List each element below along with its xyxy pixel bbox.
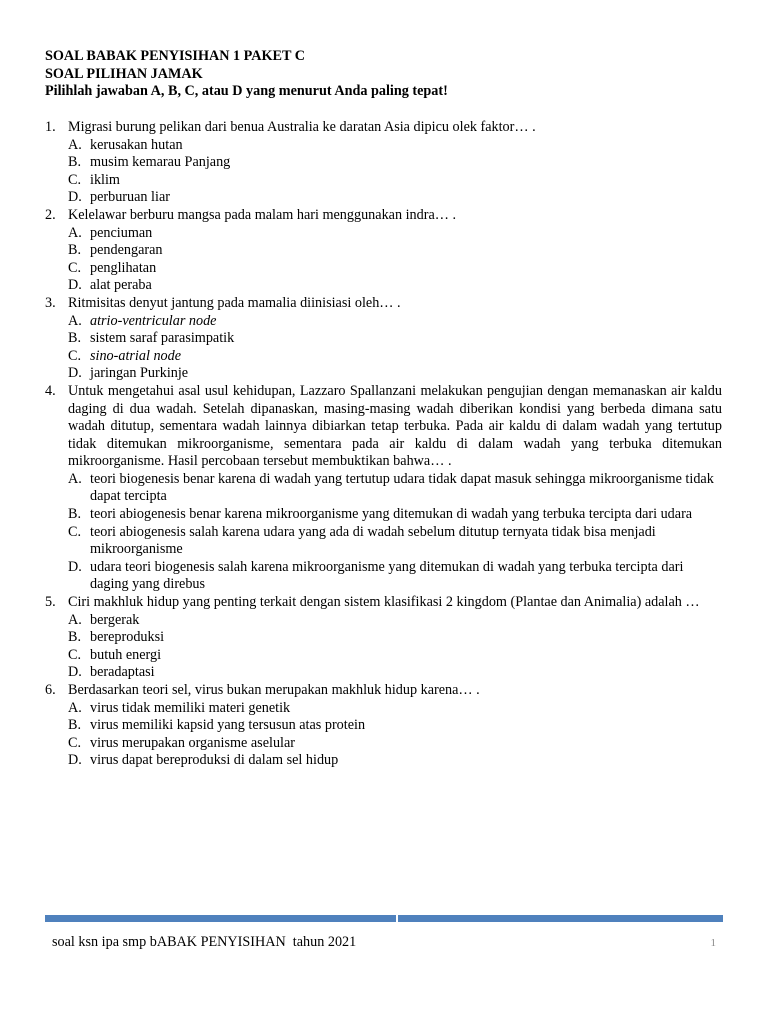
question-3 bbox=[45, 295, 722, 383]
option-b bbox=[68, 154, 722, 172]
document-subtitle: SOAL PILIHAN JAMAK bbox=[45, 65, 203, 82]
instructions: Pilihlah jawaban A, B, C, atau D yang menurut Anda paling tepat! bbox=[45, 83, 448, 100]
option-label: D. bbox=[68, 365, 82, 382]
option-text: sistem saraf parasimpatik bbox=[90, 330, 235, 347]
option-text: teori abiogenesis salah karena udara yang ada di wadah sebelum ditutup ternyata tidak bisa menjadi mikroorganisme bbox=[90, 523, 656, 558]
option-d bbox=[68, 365, 722, 383]
question-1 bbox=[45, 119, 722, 207]
option-b bbox=[68, 506, 722, 524]
footer-text: soal ksn ipa smp bABAK PENYISIHAN tahun 2021 bbox=[52, 934, 357, 950]
question-text: Kelelawar berburu mangsa pada malam hari menggunakan indra… . bbox=[68, 206, 457, 223]
option-list bbox=[68, 471, 722, 594]
document-header bbox=[45, 48, 725, 101]
option-label: D. bbox=[68, 664, 82, 681]
option-text: penglihatan bbox=[90, 259, 157, 276]
option-text: teori biogenesis benar karena di wadah yang tertutup udara tidak dapat masuk sehingga mikroorganisme tidak dapat tercipta bbox=[90, 470, 714, 505]
option-list bbox=[68, 313, 722, 383]
option-text: udara teori biogenesis salah karena mikroorganisme yang ditemukan di wadah yang terbuka tercipta dari daging yang direbus bbox=[90, 558, 684, 593]
option-label: A. bbox=[68, 312, 82, 329]
option-a bbox=[68, 137, 722, 155]
option-text: teori abiogenesis benar karena mikroorganisme yang ditemukan di wadah yang terbuka tercipta dari udara bbox=[90, 506, 693, 523]
option-text: pendengaran bbox=[90, 242, 163, 259]
option-text: virus dapat bereproduksi di dalam sel hidup bbox=[90, 752, 339, 769]
question-text: Migrasi burung pelikan dari benua Australia ke daratan Asia dipicu olek faktor… . bbox=[68, 119, 536, 135]
option-text: alat peraba bbox=[90, 277, 152, 294]
option-text: musim kemarau Panjang bbox=[90, 154, 231, 171]
option-label: D. bbox=[68, 558, 82, 575]
option-label: C. bbox=[68, 523, 82, 540]
option-label: D. bbox=[68, 752, 82, 769]
question-list bbox=[45, 119, 722, 770]
option-c bbox=[68, 260, 722, 278]
option-label: B. bbox=[68, 717, 82, 734]
document-title: SOAL BABAK PENYISIHAN 1 PAKET C bbox=[45, 48, 306, 64]
option-text: bergerak bbox=[90, 611, 140, 628]
option-b bbox=[68, 717, 722, 735]
option-c bbox=[68, 348, 722, 366]
question-number: 3. bbox=[45, 294, 56, 311]
option-text: iklim bbox=[90, 171, 120, 188]
question-2 bbox=[45, 207, 722, 295]
question-text: Ritmisitas denyut jantung pada mamalia diinisiasi oleh… . bbox=[68, 294, 401, 311]
option-d bbox=[68, 277, 722, 295]
option-label: C. bbox=[68, 347, 82, 364]
option-text: virus memiliki kapsid yang tersusun atas protein bbox=[90, 717, 366, 734]
option-label: A. bbox=[68, 224, 82, 241]
option-text: atrio-ventricular node bbox=[90, 312, 217, 329]
option-label: C. bbox=[68, 259, 82, 276]
option-text: penciuman bbox=[90, 224, 153, 241]
option-text: sino-atrial node bbox=[90, 347, 182, 364]
option-label: B. bbox=[68, 154, 82, 171]
option-label: A. bbox=[68, 611, 82, 628]
option-label: D. bbox=[68, 277, 82, 294]
option-a bbox=[68, 700, 722, 718]
question-text: Ciri makhluk hidup yang penting terkait dengan sistem klasifikasi 2 kingdom (Plantae dan Animalia) adalah … bbox=[68, 594, 700, 611]
option-d bbox=[68, 559, 722, 594]
question-number: 4. bbox=[45, 382, 56, 399]
option-list bbox=[68, 137, 722, 207]
option-a bbox=[68, 612, 722, 630]
option-text: virus tidak memiliki materi genetik bbox=[90, 699, 291, 716]
option-text: jaringan Purkinje bbox=[90, 365, 189, 382]
option-label: C. bbox=[68, 734, 82, 751]
option-label: B. bbox=[68, 629, 82, 646]
option-list bbox=[68, 700, 722, 770]
question-number: 5. bbox=[45, 594, 56, 611]
option-text: butuh energi bbox=[90, 646, 162, 663]
option-a bbox=[68, 313, 722, 331]
option-text: perburuan liar bbox=[90, 189, 170, 206]
option-a bbox=[68, 225, 722, 243]
option-label: A. bbox=[68, 470, 82, 487]
option-c bbox=[68, 735, 722, 753]
option-label: C. bbox=[68, 646, 82, 663]
option-b bbox=[68, 242, 722, 260]
footer-bar-right bbox=[398, 915, 723, 922]
question-number: 2. bbox=[45, 206, 56, 223]
question-6 bbox=[45, 682, 722, 770]
option-list bbox=[68, 612, 722, 682]
option-text: kerusakan hutan bbox=[90, 136, 183, 153]
question-number: 1. bbox=[45, 119, 56, 135]
option-c bbox=[68, 647, 722, 665]
option-label: B. bbox=[68, 330, 82, 347]
option-label: A. bbox=[68, 136, 82, 153]
question-number: 6. bbox=[45, 682, 56, 698]
option-c bbox=[68, 172, 722, 190]
question-text: Berdasarkan teori sel, virus bukan merupakan makhluk hidup karena… . bbox=[68, 682, 480, 698]
question-5 bbox=[45, 594, 722, 682]
option-text: beradaptasi bbox=[90, 664, 155, 681]
option-b bbox=[68, 330, 722, 348]
option-label: B. bbox=[68, 506, 82, 523]
option-label: D. bbox=[68, 189, 82, 206]
option-label: B. bbox=[68, 242, 82, 259]
option-d bbox=[68, 664, 722, 682]
option-a bbox=[68, 471, 722, 506]
question-4 bbox=[45, 383, 722, 594]
option-b bbox=[68, 629, 722, 647]
option-d bbox=[68, 752, 722, 770]
page-number: 1 bbox=[710, 937, 716, 949]
option-label: A. bbox=[68, 699, 82, 716]
footer-bar-left bbox=[45, 915, 396, 922]
option-text: bereproduksi bbox=[90, 629, 165, 646]
option-c bbox=[68, 524, 722, 559]
question-text: Untuk mengetahui asal usul kehidupan, Lazzaro Spallanzani melakukan pengujian dengan memanaskan air kaldu daging di dua wadah. Setelah dipanaskan, masing-masing wadah diberikan kondisi yang berbeda dimana satu wadah ditutup, sementara wadah lainnya dibiarkan tetap terbuka. Pada air kaldu di dalam wadah yang tertutup tidak ditemukan mikroorganisme, sementara pada air kaldu di dalam wadah yang terbuka ditemukan mikroorganisme. Hasil percobaan tersebut membuktikan bahwa… . bbox=[68, 382, 722, 470]
footer-divider-bar bbox=[45, 915, 723, 922]
option-label: C. bbox=[68, 171, 82, 188]
option-text: virus merupakan organisme aselular bbox=[90, 734, 295, 751]
option-list bbox=[68, 225, 722, 295]
option-d bbox=[68, 189, 722, 207]
